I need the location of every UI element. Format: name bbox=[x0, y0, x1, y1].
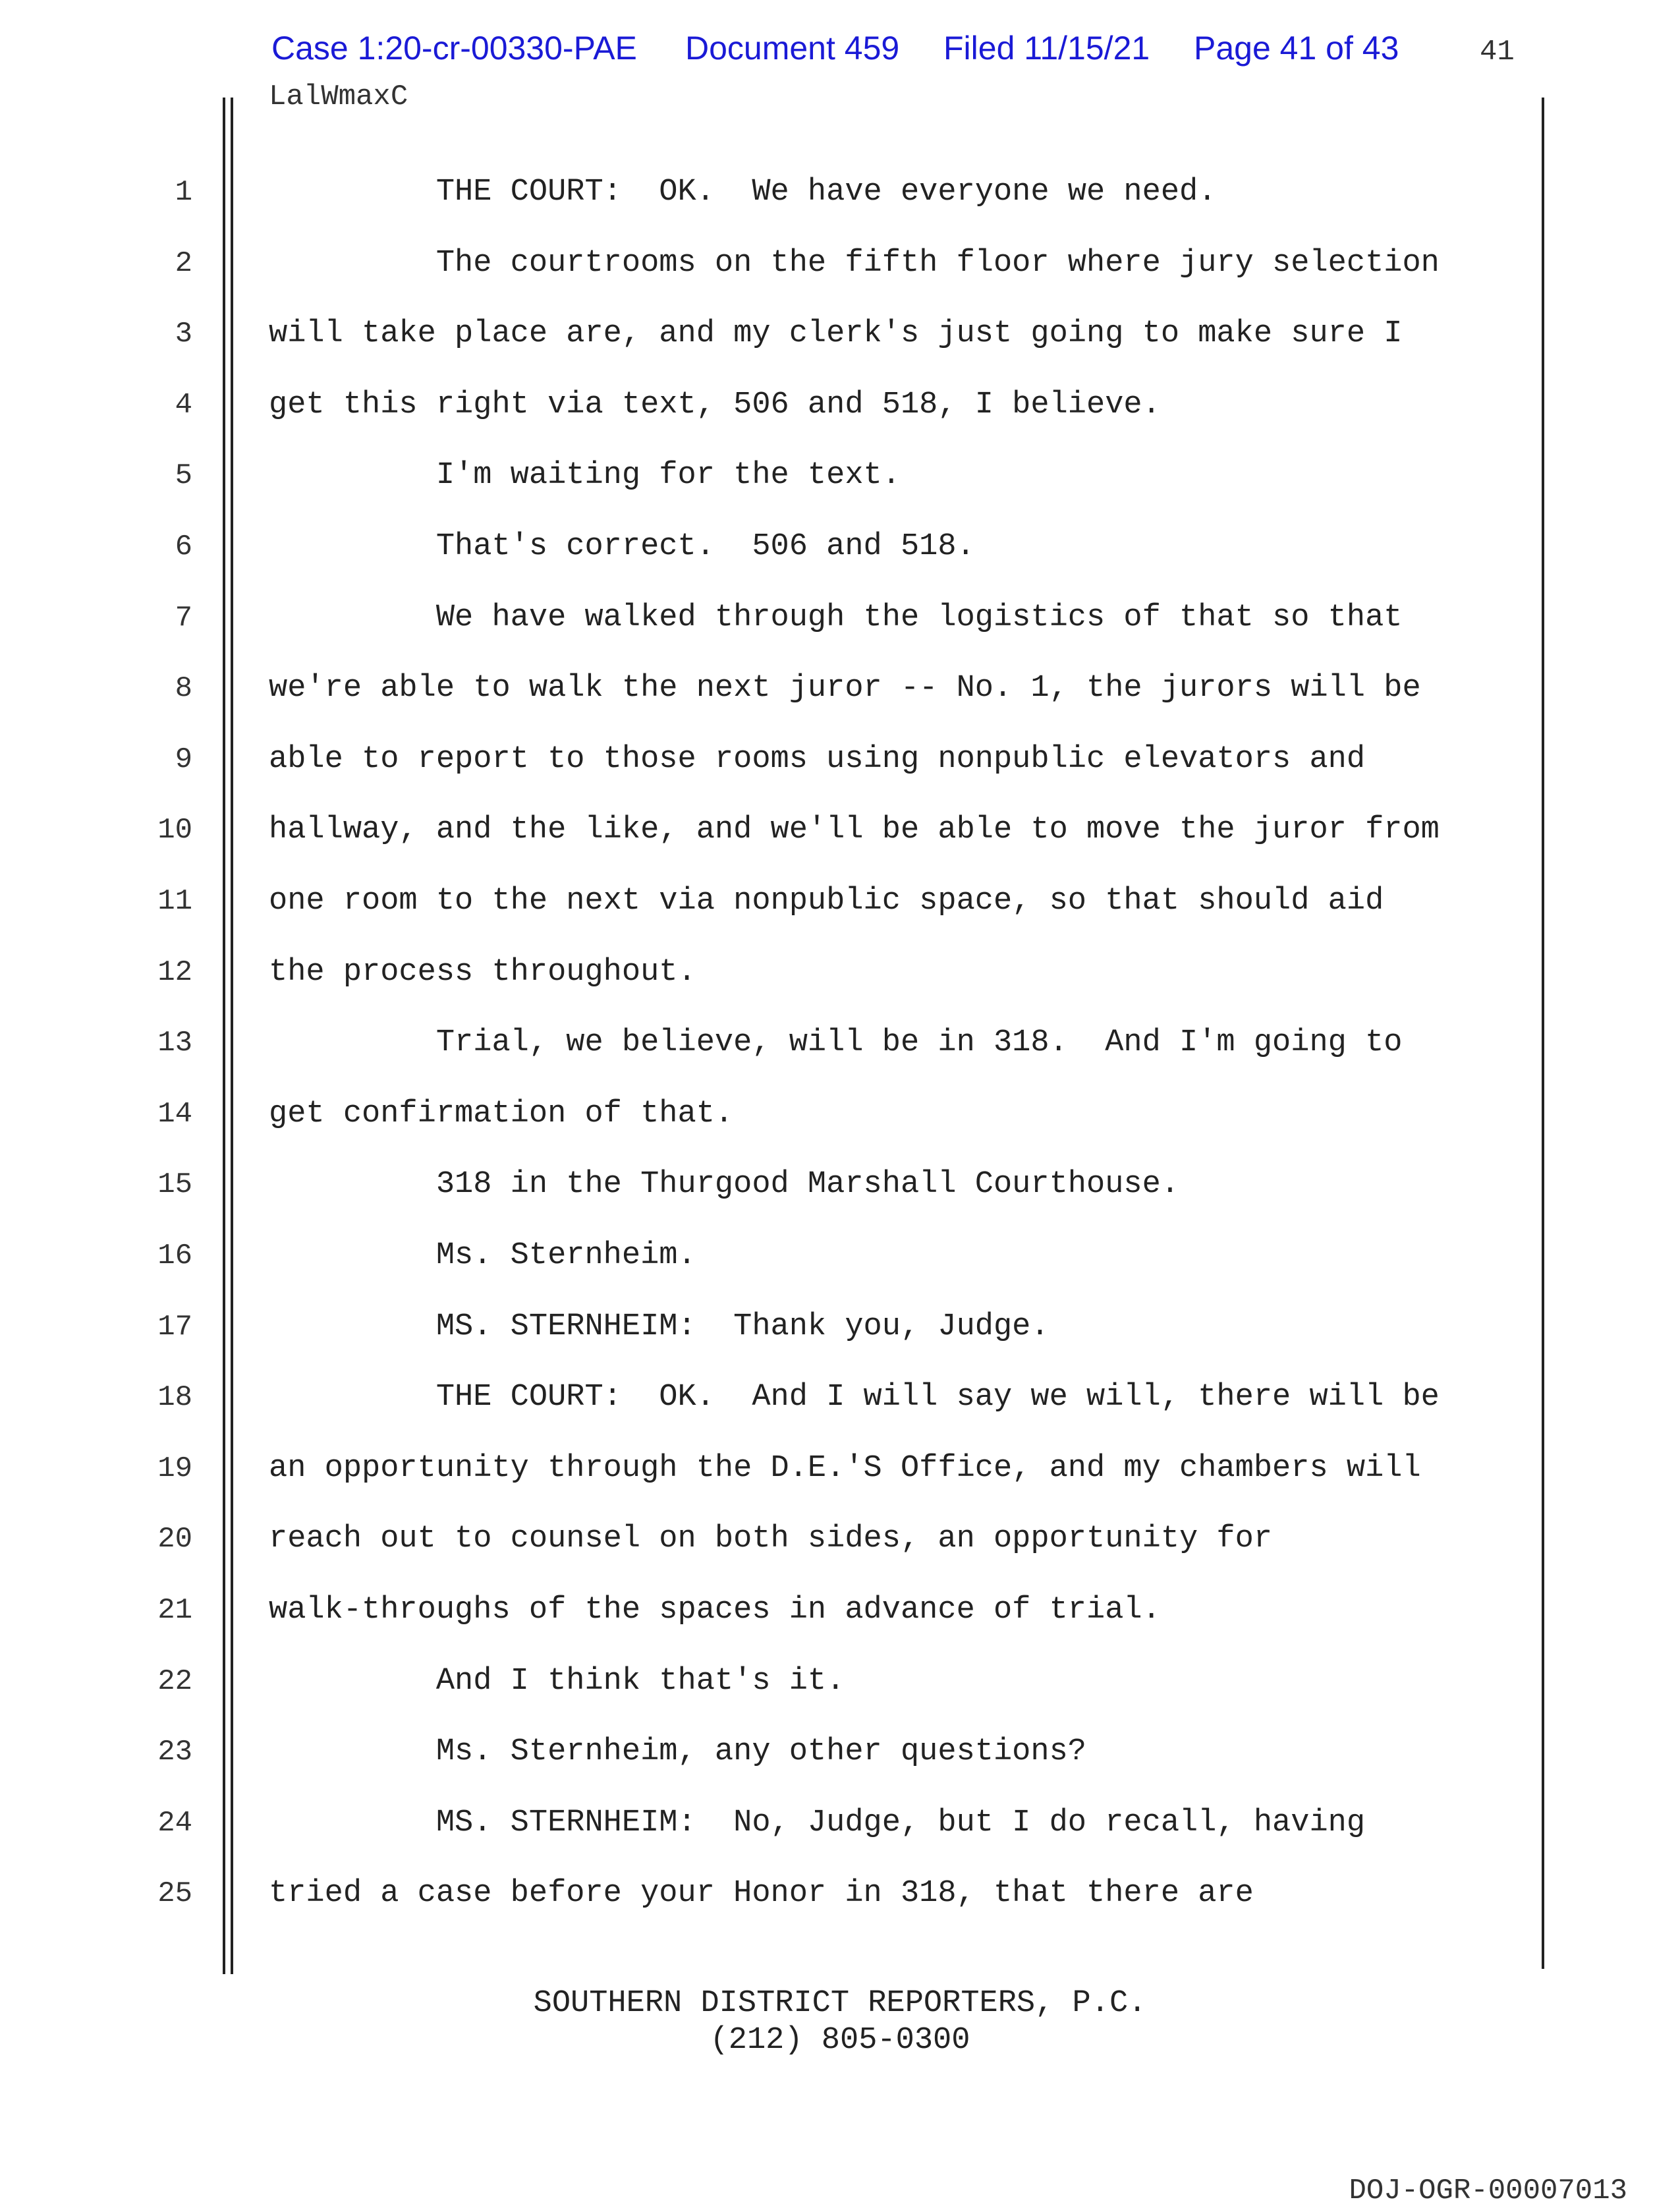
line-number: 1 bbox=[175, 176, 192, 209]
line-number: 24 bbox=[157, 1807, 192, 1840]
line-number: 7 bbox=[175, 602, 192, 635]
line-number: 20 bbox=[157, 1523, 192, 1556]
line-number: 22 bbox=[157, 1665, 192, 1698]
line-number: 9 bbox=[175, 743, 192, 776]
line-number: 5 bbox=[175, 459, 192, 492]
reporter-name: SOUTHERN DISTRICT REPORTERS, P.C. bbox=[533, 1986, 1147, 2021]
transcript-line-text: get confirmation of that. bbox=[269, 1096, 734, 1131]
page-of-total: Page 41 of 43 bbox=[1194, 30, 1399, 67]
line-number: 14 bbox=[157, 1098, 192, 1131]
line-number: 23 bbox=[157, 1736, 192, 1769]
transcript-line-text: The courtrooms on the fifth floor where jury selection bbox=[269, 246, 1440, 281]
line-number: 19 bbox=[157, 1452, 192, 1485]
line-number: 4 bbox=[175, 389, 192, 422]
page-number: 41 bbox=[1480, 36, 1515, 69]
transcript-line-text: And I think that's it. bbox=[269, 1664, 845, 1699]
right-margin-rule bbox=[1542, 98, 1544, 1969]
bates-number: DOJ-OGR-00007013 bbox=[1349, 2174, 1627, 2207]
transcript-line-text: walk-throughs of the spaces in advance of trial. bbox=[269, 1593, 1161, 1628]
line-number: 16 bbox=[157, 1239, 192, 1272]
line-number: 21 bbox=[157, 1594, 192, 1627]
transcript-line-text: MS. STERNHEIM: No, Judge, but I do recall, having bbox=[269, 1805, 1366, 1840]
line-number: 17 bbox=[157, 1311, 192, 1344]
document-number: Document 459 bbox=[685, 30, 900, 67]
left-margin-rule-inner bbox=[231, 98, 233, 1974]
transcript-line-text: will take place are, and my clerk's just going to make sure I bbox=[269, 316, 1403, 351]
transcript-line-text: We have walked through the logistics of that so that bbox=[269, 600, 1403, 635]
reporter-phone: (212) 805-0300 bbox=[710, 2023, 970, 2058]
transcript-line-text: MS. STERNHEIM: Thank you, Judge. bbox=[269, 1309, 1050, 1344]
transcript-line-text: get this right via text, 506 and 518, I believe. bbox=[269, 387, 1161, 422]
line-number: 8 bbox=[175, 672, 192, 705]
line-number: 25 bbox=[157, 1877, 192, 1910]
transcript-line-text: THE COURT: OK. We have everyone we need. bbox=[269, 175, 1217, 210]
line-number: 6 bbox=[175, 530, 192, 563]
transcript-line-text: I'm waiting for the text. bbox=[269, 458, 901, 493]
line-number: 15 bbox=[157, 1168, 192, 1201]
transcript-line-text: Trial, we believe, will be in 318. And I'm going to bbox=[269, 1025, 1403, 1060]
line-number: 13 bbox=[157, 1027, 192, 1060]
transcript-line-text: an opportunity through the D.E.'S Office, and my chambers will bbox=[269, 1451, 1421, 1486]
case-number: Case 1:20-cr-00330-PAE bbox=[271, 30, 637, 67]
line-number: 10 bbox=[157, 814, 192, 847]
left-margin-rule-outer bbox=[223, 98, 225, 1974]
transcript-header-code: LalWmaxC bbox=[269, 80, 408, 113]
line-number: 12 bbox=[157, 956, 192, 989]
line-number: 18 bbox=[157, 1381, 192, 1414]
line-number: 2 bbox=[175, 247, 192, 280]
transcript-line-text: Ms. Sternheim. bbox=[269, 1238, 696, 1273]
transcript-line-text: the process throughout. bbox=[269, 955, 696, 990]
transcript-line-text: reach out to counsel on both sides, an opportunity for bbox=[269, 1521, 1273, 1556]
transcript-line-text: THE COURT: OK. And I will say we will, there will be bbox=[269, 1380, 1440, 1415]
transcript-line-text: 318 in the Thurgood Marshall Courthouse. bbox=[269, 1167, 1180, 1202]
transcript-line-text: hallway, and the like, and we'll be able to move the juror from bbox=[269, 812, 1440, 847]
transcript-line-text: tried a case before your Honor in 318, that there are bbox=[269, 1876, 1254, 1911]
transcript-line-text: able to report to those rooms using nonpublic elevators and bbox=[269, 742, 1366, 777]
line-number: 3 bbox=[175, 318, 192, 351]
line-number: 11 bbox=[157, 885, 192, 918]
transcript-line-text: we're able to walk the next juror -- No. 1, the jurors will be bbox=[269, 671, 1421, 706]
transcript-line-text: one room to the next via nonpublic space, so that should aid bbox=[269, 884, 1384, 919]
filed-date: Filed 11/15/21 bbox=[943, 30, 1150, 67]
transcript-line-text: That's correct. 506 and 518. bbox=[269, 529, 975, 564]
transcript-line-text: Ms. Sternheim, any other questions? bbox=[269, 1734, 1087, 1769]
